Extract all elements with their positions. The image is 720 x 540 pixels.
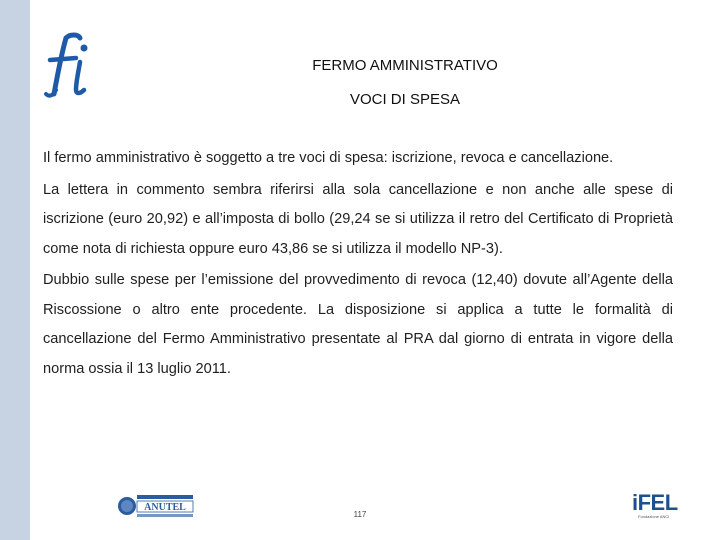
paragraph-1: Il fermo amministrativo è soggetto a tre voci di spesa: iscrizione, revoca e cancellazione.	[43, 150, 614, 166]
side-bar	[0, 0, 30, 540]
ifel-logo-text: iFEL	[632, 490, 678, 515]
page-subtitle: VOCI DI SPESA	[349, 91, 461, 108]
ifel-logo-icon	[632, 490, 682, 524]
anutel-logo-text: ANUTEL	[144, 502, 186, 513]
fi-logo-icon	[40, 32, 102, 104]
body-text	[43, 144, 673, 386]
page-title: FERMO AMMINISTRATIVO	[312, 57, 498, 74]
anutel-logo-icon	[117, 492, 195, 520]
paragraph-2: La lettera in commento sembra riferirsi alla sola cancellazione e non anche alle spese di iscrizione (euro 20,92) e all’imposta di bollo (29,24 se si utilizza il retro del Certificato di Proprietà come nota di richiesta oppure euro 43,86 se si utilizza il modello NP-3).	[43, 181, 673, 257]
ifel-logo-subtext: Fondazione ANCI	[638, 514, 670, 519]
paragraph-3: Dubbio sulle spese per l’emissione del provvedimento di revoca (12,40) dovute all’Agente della Riscossione o altro ente procedente. La disposizione si applica a tutte le formalità di cancellazione del Fermo Amministrativo presentate al PRA dal giorno di entrata in vigore della norma ossia il 13 luglio 2011.	[43, 272, 673, 377]
page-number: 117	[353, 510, 367, 519]
